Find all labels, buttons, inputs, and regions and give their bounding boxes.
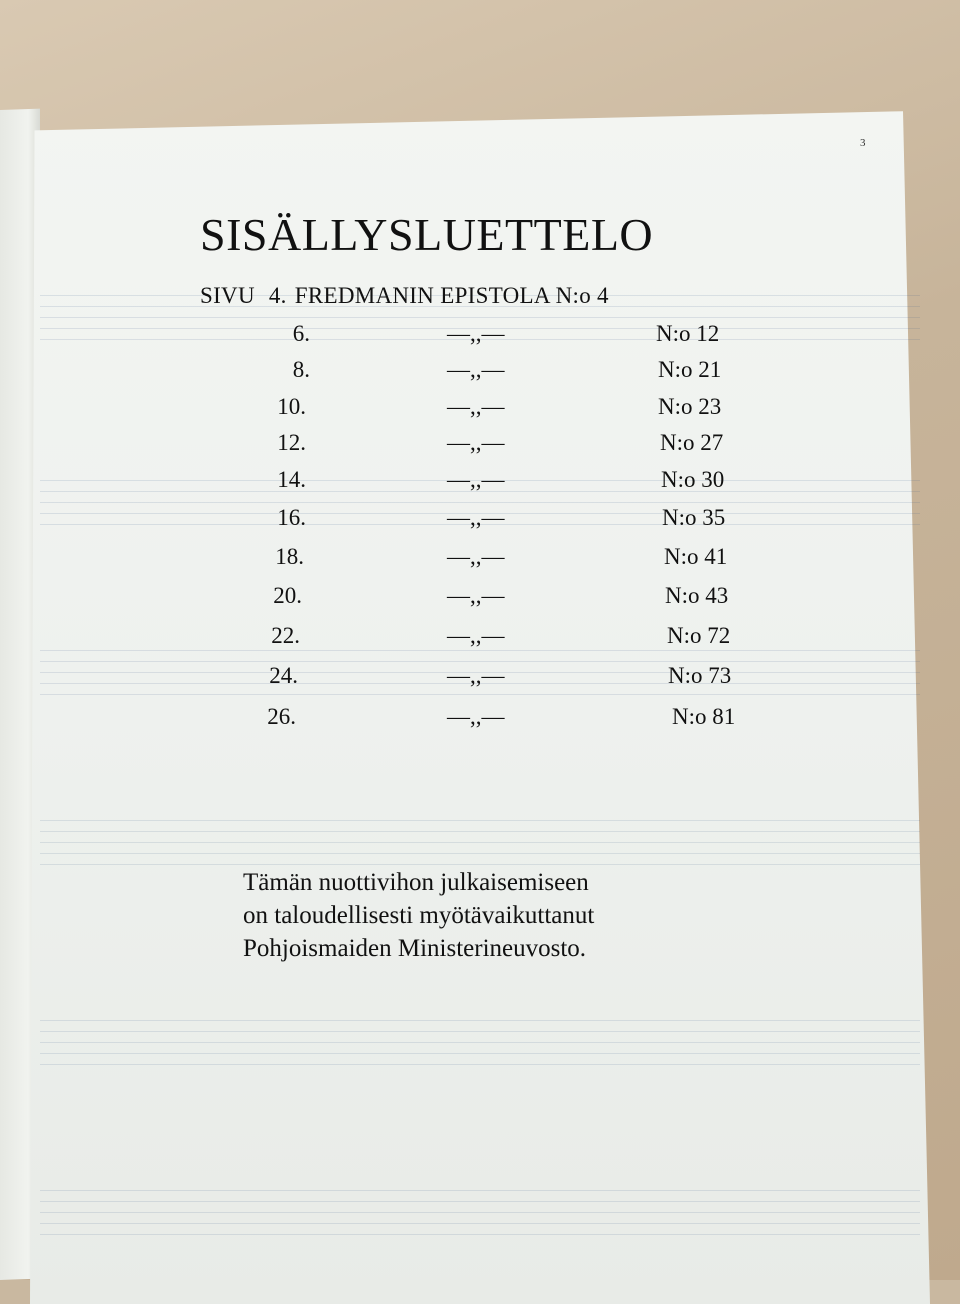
- toc-work-title: FREDMANIN EPISTOLA: [294, 283, 550, 308]
- toc-page-label: SIVU: [200, 283, 255, 308]
- toc-ditto-mark: —,,—: [447, 394, 505, 419]
- toc-ditto-mark: —,,—: [447, 467, 505, 492]
- toc-reference: N:o 41: [664, 544, 728, 569]
- toc-reference: N:o 23: [658, 394, 722, 419]
- toc-page-number: 16.: [277, 505, 306, 530]
- toc-ditto-mark: —,,—: [447, 430, 505, 455]
- toc-first-entry: [200, 283, 609, 309]
- toc-reference: N:o 27: [660, 430, 724, 455]
- page-title: SISÄLLYSLUETTELO: [200, 209, 654, 260]
- toc-row: [0, 357, 960, 387]
- toc-reference: N:o 81: [672, 704, 736, 729]
- toc-row: [0, 321, 960, 351]
- toc-row: [0, 663, 960, 693]
- toc-row: [0, 583, 960, 613]
- toc-reference: N:o 72: [667, 623, 731, 648]
- toc-reference: N:o 35: [662, 505, 726, 530]
- toc-page-number: 4.: [268, 283, 287, 308]
- toc-page-number: 12.: [277, 430, 306, 455]
- toc-page-number: 22.: [271, 623, 300, 648]
- toc-page-number: 6.: [292, 321, 310, 346]
- toc-ditto-mark: —,,—: [447, 583, 505, 608]
- toc-ditto-mark: —,,—: [447, 544, 505, 569]
- notice-line: on taloudellisesti myötävaikuttanut: [243, 902, 595, 929]
- toc-page-number: 26.: [267, 704, 296, 729]
- toc-ditto-mark: —,,—: [447, 623, 505, 648]
- toc-page-number: 24.: [269, 663, 298, 688]
- toc-ditto-mark: —,,—: [447, 505, 505, 530]
- toc-reference: N:o 30: [661, 467, 725, 492]
- toc-row: [0, 394, 960, 424]
- toc-page-number: 20.: [273, 583, 302, 608]
- toc-page-number: 10.: [277, 394, 306, 419]
- toc-row: [0, 505, 960, 535]
- toc-row: [0, 704, 960, 734]
- toc-reference: N:o 4: [555, 283, 609, 308]
- toc-ditto-mark: —,,—: [447, 663, 505, 688]
- toc-reference: N:o 12: [656, 321, 720, 346]
- toc-row: [0, 430, 960, 460]
- toc-page-number: 8.: [292, 357, 310, 382]
- page-number: 3: [860, 137, 866, 149]
- toc-ditto-mark: —,,—: [447, 357, 505, 382]
- toc-reference: N:o 43: [665, 583, 729, 608]
- toc-reference: N:o 21: [658, 357, 722, 382]
- toc-reference: N:o 73: [668, 663, 732, 688]
- toc-page-number: 18.: [275, 544, 304, 569]
- toc-row: [0, 544, 960, 574]
- toc-ditto-mark: —,,—: [447, 321, 505, 346]
- notice-line: Tämän nuottivihon julkaisemiseen: [243, 869, 589, 896]
- toc-ditto-mark: —,,—: [447, 704, 505, 729]
- funding-notice: [243, 866, 743, 965]
- notice-line: Pohjoismaiden Ministerineuvosto.: [243, 935, 587, 962]
- toc-row: [0, 467, 960, 497]
- toc-row: [0, 623, 960, 653]
- toc-page-number: 14.: [277, 467, 306, 492]
